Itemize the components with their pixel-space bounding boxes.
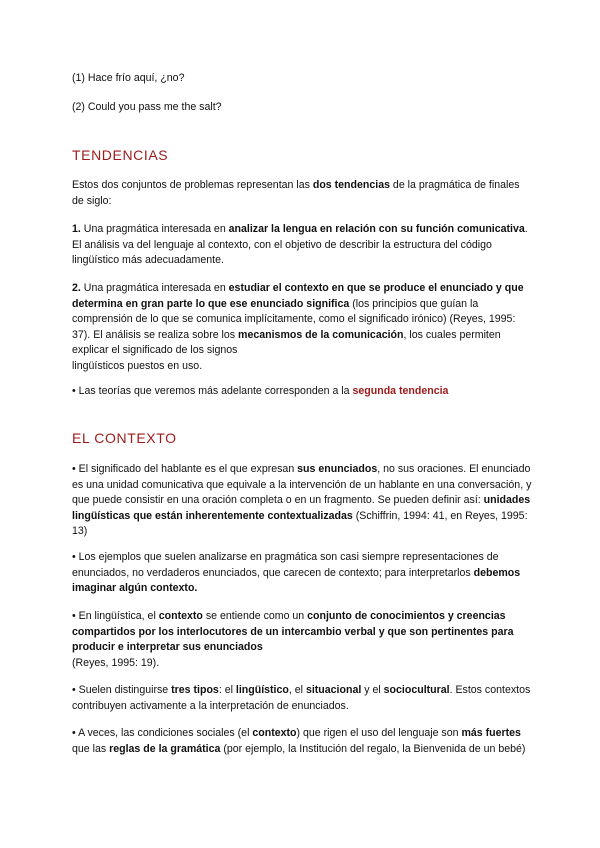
example-2: (2) Could you pass me the salt?: [72, 101, 222, 113]
heading-el-contexto: EL CONTEXTO: [72, 430, 177, 446]
contexto-bullet-2: • Los ejemplos que suelen analizarse en pragmática son casi siempre representaciones de enunciados, no verdaderos enunciados, que carecen de contexto; para interpretarlos debemos imaginar algún contexto.: [72, 551, 521, 595]
example-1: (1) Hace frío aquí, ¿no?: [72, 72, 185, 84]
contexto-bullet-5: • A veces, las condiciones sociales (el contexto) que rigen el uso del lenguaje son más fuertes que las reglas de la gramática (por ejemplo, la Institución del regalo, la Bienvenida de un bebé): [72, 727, 526, 755]
heading-tendencias: TENDENCIAS: [72, 147, 169, 163]
tendencias-note: • Las teorías que veremos más adelante corresponden a la segunda tendencia: [72, 385, 449, 397]
contexto-bullet-3: • En lingüística, el contexto se entiende como un conjunto de conocimientos y creencias compartidos por los interlocutores de un intercambio verbal y que son pertinentes para producir e interpretar sus enunciados (Reyes, 1995: 19).: [72, 610, 514, 669]
contexto-bullet-1: • El significado del hablante es el que expresan sus enunciados, no sus oraciones. El enunciado es una unidad comunicativa que equivale a la intervención de un hablante en una conversación, y que puede consistir en una oración completa o en un fragmento. Se pueden definir así: unidades lingüísticas que están inherentemente contextualizadas (Schiffrin, 1994: 41, en Reyes, 1995: 13): [72, 463, 532, 538]
tendencia-1-paragraph: 1. Una pragmática interesada en analizar la lengua en relación con su función comunicativa. El análisis va del lenguaje al contexto, con el objetivo de describir la estructura del código lingüístico más adecuadamente.: [72, 223, 528, 267]
tendencia-2-paragraph: 2. Una pragmática interesada en estudiar el contexto en que se produce el enunciado y que determina en gran parte lo que ese enunciado significa (los principios que guían la comprensión de lo que se comunica implícitamente, como el significado irónico) (Reyes, 1995: 37). El análisis se realiza sobre los mecanismos de la comunicación, los cuales permiten explicar el significado de los signos lingüísticos puestos en uso.: [72, 282, 524, 372]
tendencias-intro: Estos dos conjuntos de problemas representan las dos tendencias de la pragmática de finales de siglo:: [72, 179, 520, 207]
contexto-bullet-4: • Suelen distinguirse tres tipos: el lingüístico, el situacional y el sociocultural. Estos contextos contribuyen activamente a la interpretación de enunciados.: [72, 684, 531, 712]
